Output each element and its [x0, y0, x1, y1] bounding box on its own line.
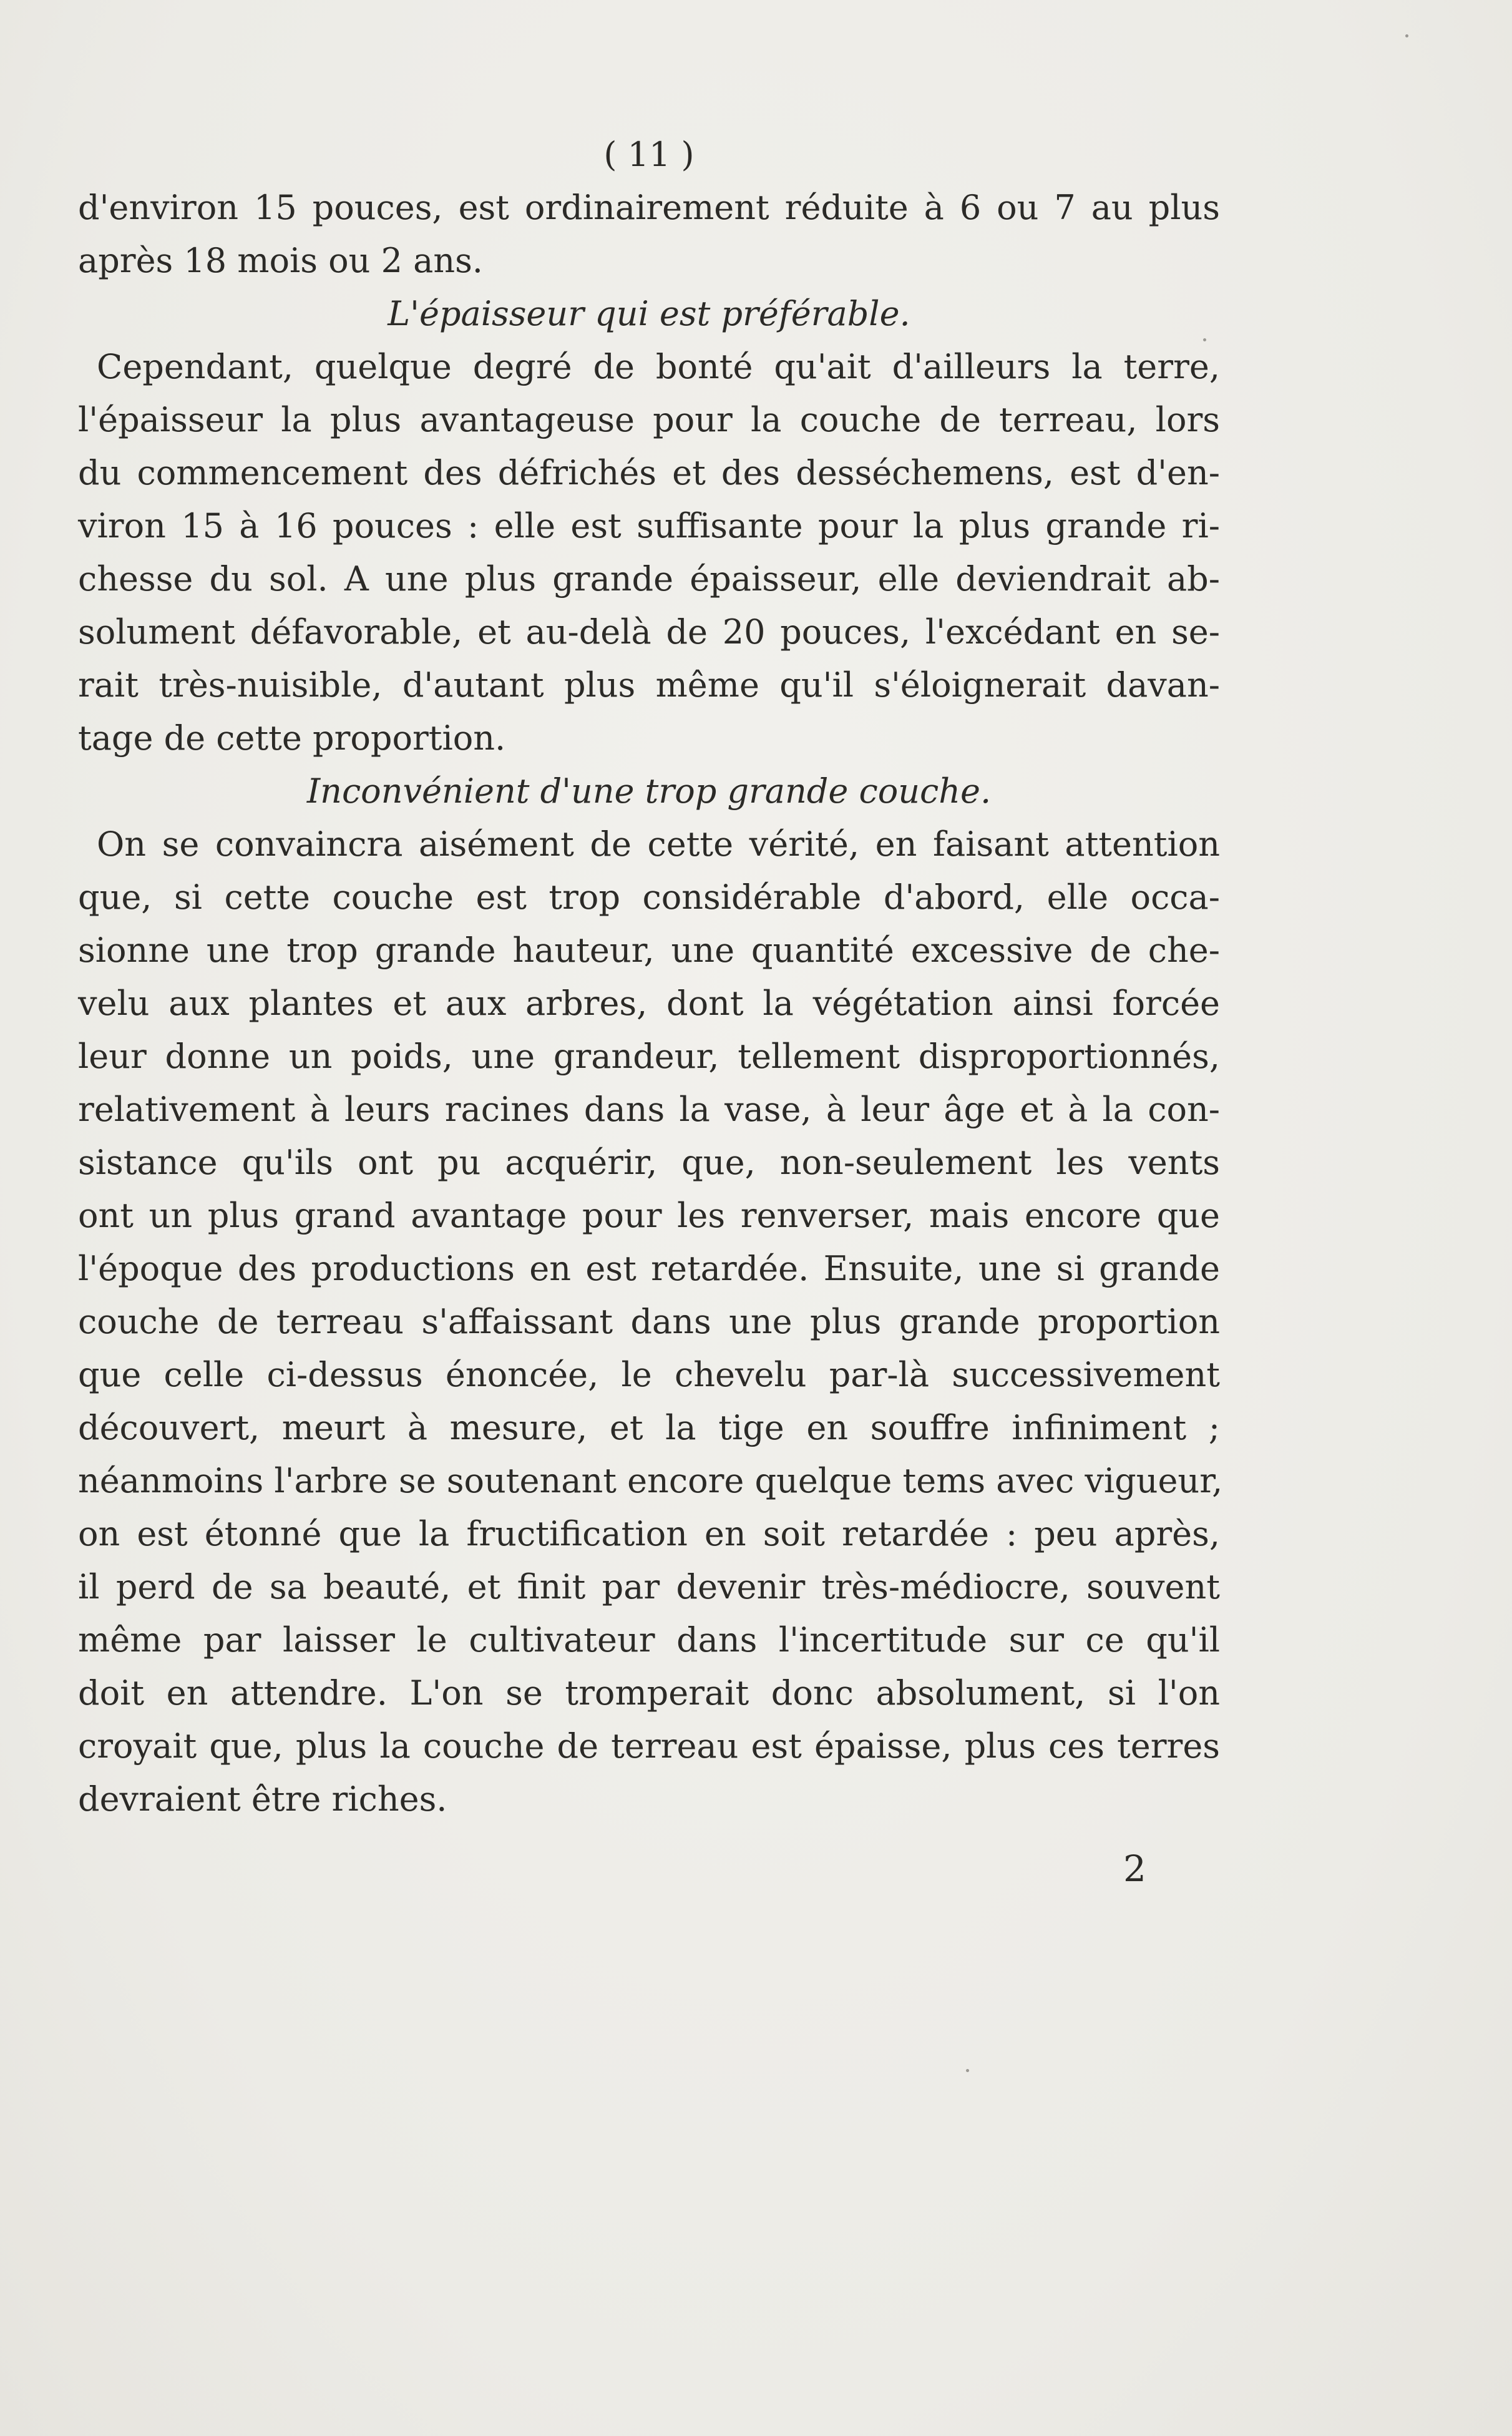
text-line: On se convaincra aisément de cette vérité, en faisant attention: [97, 824, 1220, 864]
text-line: il perd de sa beauté, et finit par devenir très-médiocre, souvent: [78, 1567, 1220, 1607]
page-text: [78, 128, 1223, 1826]
text-line: chesse du sol. A une plus grande épaisseur, elle deviendrait ab-: [78, 559, 1220, 599]
text-line: découvert, meurt à mesure, et la tige en souffre infiniment ;: [78, 1408, 1220, 1447]
text-line: rait très-nuisible, d'autant plus même qu'il s'éloignerait davan-: [78, 665, 1220, 705]
subheading-preferable-thickness: L'épaisseur qui est préférable.: [388, 294, 910, 333]
text-line: du commencement des défrichés et des desséchemens, est d'en-: [78, 453, 1220, 492]
subheading-inconvenience: Inconvénient d'une trop grande couche.: [306, 771, 992, 811]
text-line: devraient être riches.: [78, 1779, 447, 1819]
paper-speck: [1405, 34, 1408, 37]
text-line: que celle ci-dessus énoncée, le chevelu par-là successivement: [78, 1355, 1220, 1394]
page-number-header: ( 11 ): [603, 135, 695, 174]
text-line: même par laisser le cultivateur dans l'incertitude sur ce qu'il: [78, 1620, 1220, 1660]
text-line: velu aux plantes et aux arbres, dont la végétation ainsi forcée: [78, 984, 1220, 1023]
text-line: néanmoins l'arbre se soutenant encore quelque tems avec vigueur,: [78, 1461, 1223, 1500]
text-line: solument défavorable, et au-delà de 20 pouces, l'excédant en se-: [78, 612, 1220, 652]
text-line: Cependant, quelque degré de bonté qu'ait d'ailleurs la terre,: [97, 347, 1220, 386]
text-line: leur donne un poids, une grandeur, tellement disproportionnés,: [78, 1037, 1220, 1076]
paragraph-continued: [78, 181, 1220, 287]
text-line: on est étonné que la fructification en soit retardée : peu après,: [78, 1514, 1220, 1553]
paper-speck: [966, 2069, 969, 2072]
text-line: après 18 mois ou 2 ans.: [78, 241, 483, 280]
text-line: l'épaisseur la plus avantageuse pour la couche de terreau, lors: [78, 400, 1220, 439]
text-line: couche de terreau s'affaissant dans une plus grande proportion: [78, 1302, 1220, 1341]
paragraph-thickness: [78, 340, 1220, 765]
text-line: d'environ 15 pouces, est ordinairement réduite à 6 ou 7 au plus: [78, 188, 1220, 227]
text-line: croyait que, plus la couche de terreau est épaisse, plus ces terres: [78, 1726, 1220, 1766]
text-line: doit en attendre. L'on se tromperait donc absolument, si l'on: [78, 1673, 1220, 1713]
text-line: relativement à leurs racines dans la vase, à leur âge et à la con-: [78, 1090, 1220, 1129]
signature-mark: 2: [1123, 1847, 1146, 1890]
text-line: que, si cette couche est trop considérable d'abord, elle occa-: [78, 878, 1220, 917]
text-line: ont un plus grand avantage pour les renverser, mais encore que: [78, 1196, 1220, 1235]
text-line: l'époque des productions en est retardée. Ensuite, une si grande: [78, 1249, 1220, 1288]
text-line: sistance qu'ils ont pu acquérir, que, non-seulement les vents: [78, 1143, 1220, 1182]
text-line: viron 15 à 16 pouces : elle est suffisante pour la plus grande ri-: [78, 506, 1220, 545]
paragraph-inconvenience: [78, 818, 1223, 1826]
text-line: sionne une trop grande hauteur, une quantité excessive de che-: [78, 931, 1220, 970]
text-line: tage de cette proportion.: [78, 718, 506, 758]
